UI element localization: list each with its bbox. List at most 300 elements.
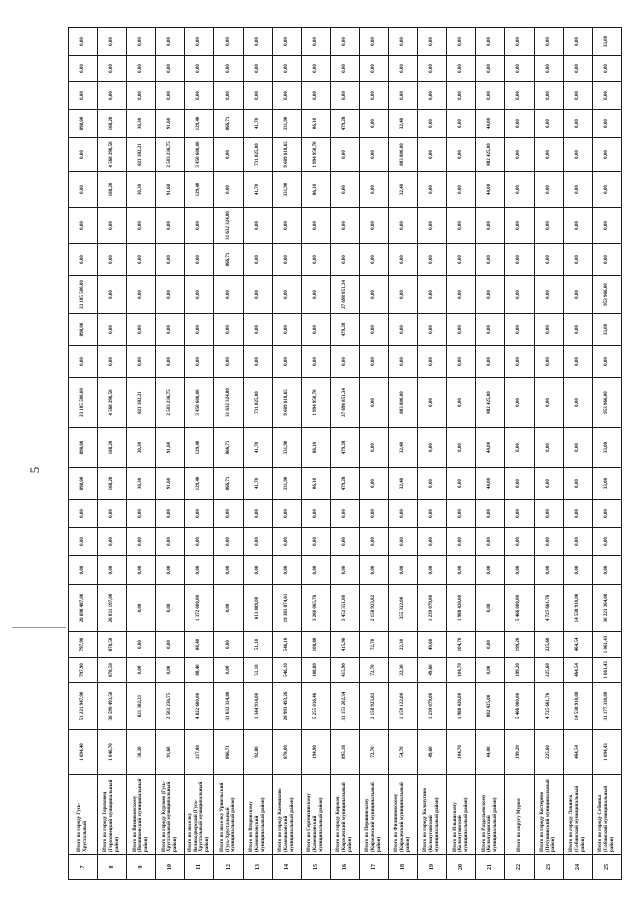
table-cell: 0,00 [447, 28, 476, 56]
table-cell: 0,00 [505, 172, 534, 208]
row-name: Итого по городу Гусь-Хрустальный [69, 775, 98, 855]
row-name: Итого по Ильинскому (Кольчугинский муниципальный район) [447, 775, 476, 855]
table-cell: 797,90 [69, 658, 98, 683]
table-cell: 0,00 [359, 556, 388, 585]
table-cell: 51,10 [243, 632, 272, 658]
table-cell: 866,71 [214, 730, 243, 775]
row-name: Итого по округу Муром [505, 775, 534, 855]
table-cell: 0,00 [69, 208, 98, 244]
table-row [476, 28, 505, 880]
table-cell: 33,00 [592, 314, 621, 346]
table-cell: 0,00 [505, 82, 534, 110]
table-cell: 51 221 947,90 [69, 683, 98, 730]
table-cell: 0,00 [98, 528, 127, 556]
table-cell: 0,00 [272, 314, 301, 346]
table-cell: 866,71 [214, 468, 243, 500]
table-cell: 72,70 [359, 632, 388, 658]
table-cell: 0,00 [447, 378, 476, 428]
table-cell: 0,00 [127, 244, 156, 276]
table-cell: 41,70 [243, 172, 272, 208]
table-cell: 0,00 [359, 468, 388, 500]
table-cell: 0,00 [447, 346, 476, 378]
table-cell: 0,00 [476, 585, 505, 632]
table-cell: 0,00 [476, 632, 505, 658]
table-cell: 0,00 [389, 556, 418, 585]
table-cell: 1 994 950,70 [301, 138, 330, 172]
table-cell: 49,60 [418, 730, 447, 775]
table-cell: 0,00 [359, 138, 388, 172]
table-cell: 0,00 [505, 556, 534, 585]
table-cell: 0,00 [69, 500, 98, 528]
table-cell: 1 061,43 [592, 658, 621, 683]
table-cell: 0,00 [418, 428, 447, 468]
data-table [68, 27, 622, 880]
table-cell: 0,00 [418, 314, 447, 346]
table-cell: 27 698 851,34 [330, 378, 359, 428]
table-cell: 0,00 [476, 528, 505, 556]
table-cell: 0,00 [505, 428, 534, 468]
table-cell: 0,00 [389, 528, 418, 556]
table-cell: 0,00 [389, 276, 418, 314]
table-cell: 0,00 [330, 28, 359, 56]
table-cell: 108,80 [301, 632, 330, 658]
table-cell: 0,00 [592, 138, 621, 172]
table-cell: 0,00 [214, 658, 243, 683]
table-cell: 0,00 [534, 500, 563, 528]
table-cell: 0,00 [359, 28, 388, 56]
table-cell: 731 825,00 [243, 378, 272, 428]
table-cell: 0,00 [359, 172, 388, 208]
row-number: 20 [447, 855, 476, 880]
table-cell: 33,00 [592, 428, 621, 468]
table-cell: 4 568 296,50 [98, 378, 127, 428]
page-number: 5 [27, 466, 42, 474]
table-cell: 0,00 [127, 632, 156, 658]
table-cell: 1 239 079,00 [418, 585, 447, 632]
table-cell: 225,60 [534, 632, 563, 658]
table-row [301, 28, 330, 880]
table-cell: 0,00 [505, 276, 534, 314]
table-row [330, 28, 359, 880]
table-cell: 0,00 [389, 82, 418, 110]
table-cell: 104,70 [447, 730, 476, 775]
row-name: Итого по городу Собинка (Собинский муниципальный район) [592, 775, 621, 855]
table-cell: 0,00 [98, 500, 127, 528]
table-cell: 72,70 [359, 730, 388, 775]
table-row [563, 28, 592, 880]
table-cell: 22,30 [389, 658, 418, 683]
table-cell: 898,00 [69, 468, 98, 500]
table-cell: 0,00 [156, 346, 185, 378]
table-cell: 0,00 [505, 208, 534, 244]
table-cell: 0,00 [447, 314, 476, 346]
table-cell: 5 255 016,46 [301, 683, 330, 730]
table-row [505, 28, 534, 880]
table-cell: 44,00 [476, 730, 505, 775]
table-cell: 479,28 [330, 110, 359, 138]
table-cell: 44,00 [476, 110, 505, 138]
table-cell: 0,00 [243, 346, 272, 378]
table-cell: 41,70 [243, 428, 272, 468]
table-row [534, 28, 563, 880]
table-cell: 0,00 [418, 82, 447, 110]
table-cell: 129,40 [185, 468, 214, 500]
table-cell: 0,00 [389, 244, 418, 276]
table-cell: 5 466 000,00 [505, 683, 534, 730]
table-cell: 0,00 [418, 138, 447, 172]
table-cell: 5 466 000,00 [505, 585, 534, 632]
table-cell: 0,00 [185, 314, 214, 346]
table-cell: 41,70 [243, 468, 272, 500]
table-cell: 32,40 [389, 428, 418, 468]
table-cell: 30,30 [127, 172, 156, 208]
table-cell: 0,00 [534, 110, 563, 138]
table-cell: 104,70 [447, 632, 476, 658]
table-row [127, 28, 156, 880]
row-number: 15 [301, 855, 330, 880]
table-cell: 898,00 [69, 428, 98, 468]
row-number: 7 [69, 855, 98, 880]
row-name: Итого по Филипповскому (Киржачский муниципальный район) [389, 775, 418, 855]
table-cell: 0,00 [272, 208, 301, 244]
table-cell: 0,00 [98, 314, 127, 346]
table-cell: 878,50 [98, 658, 127, 683]
table-cell: 0,00 [127, 314, 156, 346]
table-cell: 2 158 923,82 [359, 585, 388, 632]
table-cell: 0,00 [447, 556, 476, 585]
table-cell: 0,00 [330, 138, 359, 172]
table-cell: 0,00 [563, 346, 592, 378]
table-cell: 866,71 [214, 110, 243, 138]
table-cell: 0,00 [185, 276, 214, 314]
table-cell: 0,00 [98, 276, 127, 314]
table-cell: 30,30 [127, 468, 156, 500]
table-cell: 0,00 [359, 528, 388, 556]
table-cell: 86,10 [301, 110, 330, 138]
table-cell: 0,00 [156, 632, 185, 658]
table-cell: 0,00 [214, 314, 243, 346]
table-cell: 0,00 [156, 56, 185, 82]
table-cell: 0,00 [156, 82, 185, 110]
table-cell: 479,28 [330, 468, 359, 500]
table-cell: 613 089,00 [243, 585, 272, 632]
table-row [185, 28, 214, 880]
table-cell: 0,00 [592, 528, 621, 556]
table-cell: 0,00 [563, 244, 592, 276]
table-cell: 33,00 [592, 28, 621, 56]
table-cell: 0,00 [243, 208, 272, 244]
table-cell: 31 632 324,80 [214, 208, 243, 244]
table-cell: 0,00 [330, 208, 359, 244]
table-cell: 23 185 500,00 [69, 378, 98, 428]
row-number: 24 [563, 855, 592, 880]
table-cell: 0,00 [69, 28, 98, 56]
table-cell: 953 966,00 [592, 378, 621, 428]
table-cell: 0,00 [505, 56, 534, 82]
table-cell: 86,10 [301, 468, 330, 500]
table-cell: 0,00 [98, 28, 127, 56]
table-cell: 0,00 [301, 500, 330, 528]
table-cell: 199,20 [505, 658, 534, 683]
table-cell: 0,00 [98, 208, 127, 244]
table-cell: 0,00 [505, 468, 534, 500]
table-cell: 2 503 236,75 [156, 683, 185, 730]
table-cell: 0,00 [534, 528, 563, 556]
row-number: 17 [359, 855, 388, 880]
table-cell: 0,00 [69, 82, 98, 110]
table-cell: 0,00 [476, 276, 505, 314]
row-number: 18 [389, 855, 418, 880]
table-cell: 0,00 [272, 244, 301, 276]
table-cell: 0,00 [156, 314, 185, 346]
table-row [359, 28, 388, 880]
table-cell: 1 694,40 [69, 730, 98, 775]
row-number: 19 [418, 855, 447, 880]
table-row [418, 28, 447, 880]
table-cell: 797,90 [69, 632, 98, 658]
table-cell: 0,00 [505, 244, 534, 276]
table-cell: 0,00 [592, 172, 621, 208]
table-cell: 0,00 [69, 172, 98, 208]
table-cell: 0,00 [156, 276, 185, 314]
table-cell: 0,00 [185, 556, 214, 585]
table-cell: 878,00 [272, 730, 301, 775]
table-cell: 91,60 [156, 730, 185, 775]
table-cell: 0,00 [330, 172, 359, 208]
table-cell: 0,00 [272, 556, 301, 585]
table-cell: 0,00 [476, 56, 505, 82]
table-cell: 953 966,00 [592, 276, 621, 314]
table-cell: 0,00 [301, 346, 330, 378]
table-cell: 415,90 [330, 658, 359, 683]
table-cell: 0,00 [447, 468, 476, 500]
table-cell: 91,60 [156, 468, 185, 500]
table-cell: 0,00 [563, 56, 592, 82]
table-cell: 0,00 [389, 314, 418, 346]
table-cell: 0,00 [301, 314, 330, 346]
table-cell: 0,00 [418, 378, 447, 428]
row-name: Итого по городу Курлово (Гусь-Хрустальный муниципальный район) [156, 775, 185, 855]
table-cell: 0,00 [534, 138, 563, 172]
table-cell: 0,00 [69, 528, 98, 556]
table-cell: 0,00 [592, 208, 621, 244]
table-cell: 0,00 [185, 500, 214, 528]
table-cell: 1 061,43 [592, 632, 621, 658]
table-cell: 0,00 [359, 314, 388, 346]
table-cell: 0,00 [272, 56, 301, 82]
table-cell: 0,00 [359, 56, 388, 82]
table-cell: 0,00 [563, 528, 592, 556]
table-cell: 225,60 [534, 658, 563, 683]
table-row [447, 28, 476, 880]
table-cell: 0,00 [185, 528, 214, 556]
table-cell: 86,10 [301, 428, 330, 468]
table-cell: 0,00 [214, 28, 243, 56]
table-cell: 0,00 [389, 208, 418, 244]
table-cell: 0,00 [592, 244, 621, 276]
table-cell: 0,00 [563, 138, 592, 172]
table-cell: 0,00 [534, 276, 563, 314]
table-cell: 0,00 [359, 378, 388, 428]
row-number: 8 [98, 855, 127, 880]
table-cell: 0,00 [534, 314, 563, 346]
table-cell: 0,00 [243, 56, 272, 82]
table-row [69, 28, 98, 880]
table-cell: 0,00 [505, 138, 534, 172]
row-number: 23 [534, 855, 563, 880]
row-name: Итого по городу Киржач (Киржачский муниципальный район) [330, 775, 359, 855]
table-cell: 32,40 [389, 172, 418, 208]
table-cell: 4 725 661,76 [534, 683, 563, 730]
table-cell: 0,00 [272, 500, 301, 528]
table-cell: 0,00 [359, 346, 388, 378]
table-cell: 0,00 [272, 528, 301, 556]
table-cell: 104,70 [447, 658, 476, 683]
table-cell: 0,00 [534, 468, 563, 500]
table-cell: 0,00 [127, 528, 156, 556]
table-cell: 30 599 493,50 [98, 683, 127, 730]
table-cell: 0,00 [359, 428, 388, 468]
table-cell: 32,40 [389, 110, 418, 138]
table-cell: 27 698 851,34 [330, 276, 359, 314]
table-cell: 0,00 [476, 556, 505, 585]
table-cell: 0,00 [418, 468, 447, 500]
table-cell: 91,60 [156, 110, 185, 138]
table-cell: 0,00 [301, 208, 330, 244]
table-cell: 0,00 [185, 56, 214, 82]
row-number: 21 [476, 855, 505, 880]
table-cell: 898,00 [69, 110, 98, 138]
table-cell: 0,00 [243, 276, 272, 314]
table-cell: 0,00 [127, 276, 156, 314]
table-cell: 0,00 [359, 276, 388, 314]
table-cell: 0,00 [418, 28, 447, 56]
table-cell: 0,00 [301, 28, 330, 56]
table-cell: 199,20 [505, 730, 534, 775]
table-cell: 225,60 [534, 730, 563, 775]
table-cell: 0,00 [476, 82, 505, 110]
table-cell: 0,00 [185, 28, 214, 56]
table-cell: 9 609 618,65 [272, 138, 301, 172]
row-number: 16 [330, 855, 359, 880]
table-cell: 0,00 [243, 244, 272, 276]
row-number: 22 [505, 855, 534, 880]
table-cell: 0,00 [505, 528, 534, 556]
table-cell: 30,30 [127, 730, 156, 775]
table-cell: 0,00 [214, 556, 243, 585]
table-cell: 0,00 [592, 500, 621, 528]
table-cell: 0,00 [243, 500, 272, 528]
table-cell: 355 322,00 [389, 585, 418, 632]
table-cell: 129,40 [185, 110, 214, 138]
table-cell: 4 568 296,50 [98, 138, 127, 172]
row-name: Итого по Раздольевскому (Кольчугинский муниципальный район) [476, 775, 505, 855]
table-cell: 0,00 [243, 528, 272, 556]
row-name: Итого по Першинскому (Киржачский муниципальный район) [359, 775, 388, 855]
table-cell: 0,00 [185, 208, 214, 244]
table-cell: 0,00 [476, 500, 505, 528]
row-number: 25 [592, 855, 621, 880]
table-cell: 821 382,21 [127, 683, 156, 730]
table-cell: 0,00 [563, 500, 592, 528]
table-cell: 0,00 [476, 314, 505, 346]
table-cell: 0,00 [127, 585, 156, 632]
table-cell: 0,00 [418, 528, 447, 556]
table-cell: 0,00 [214, 585, 243, 632]
table-cell: 0,00 [418, 172, 447, 208]
table-cell: 0,00 [359, 208, 388, 244]
table-row [592, 28, 621, 880]
table-cell: 0,00 [563, 172, 592, 208]
table-cell: 199,20 [505, 632, 534, 658]
table-cell: 0,00 [214, 82, 243, 110]
table-cell: 0,00 [214, 346, 243, 378]
table-cell: 0,00 [505, 346, 534, 378]
table-cell: 0,00 [243, 314, 272, 346]
table-cell: 0,00 [127, 28, 156, 56]
table-cell: 1 372 000,00 [185, 585, 214, 632]
table-cell: 0,00 [447, 56, 476, 82]
table-cell: 0,00 [476, 346, 505, 378]
row-name: Итого по городу Лакинск (Собинский муниципальный район) [563, 775, 592, 855]
table-cell: 0,00 [534, 244, 563, 276]
table-cell: 479,28 [330, 314, 359, 346]
table-cell: 0,00 [185, 346, 214, 378]
table-cell: 0,00 [447, 82, 476, 110]
table-cell: 0,00 [214, 56, 243, 82]
table-cell: 30 223 364,00 [592, 585, 621, 632]
table-cell: 0,00 [156, 244, 185, 276]
table-cell: 878,50 [98, 632, 127, 658]
table-cell: 0,00 [98, 56, 127, 82]
table-cell: 129,40 [185, 428, 214, 468]
table-cell: 31 151 202,34 [330, 683, 359, 730]
table-cell: 0,00 [156, 585, 185, 632]
table-cell: 0,00 [563, 276, 592, 314]
table-cell: 31 632 324,80 [214, 378, 243, 428]
table-cell: 0,00 [534, 28, 563, 56]
table-cell: 331,90 [272, 468, 301, 500]
table-cell: 0,00 [447, 244, 476, 276]
row-name: Итого по поселку Уршельский (Гусь-Хрустальный муниципальный район) [214, 775, 243, 855]
table-cell: 0,00 [534, 556, 563, 585]
table-cell: 0,00 [505, 378, 534, 428]
table-cell: 88,40 [185, 632, 214, 658]
table-cell: 92,80 [243, 730, 272, 775]
table-cell: 0,00 [359, 244, 388, 276]
table-cell: 0,00 [447, 138, 476, 172]
table-cell: 0,00 [418, 276, 447, 314]
table-cell: 0,00 [563, 110, 592, 138]
table-cell: 0,00 [127, 658, 156, 683]
table-cell: 0,00 [301, 244, 330, 276]
table-cell: 3 452 351,00 [330, 585, 359, 632]
table-cell: 1 239 079,00 [418, 683, 447, 730]
table-cell: 0,00 [98, 244, 127, 276]
table-cell: 0,00 [447, 208, 476, 244]
table-cell: 0,00 [389, 500, 418, 528]
table-cell: 0,00 [505, 110, 534, 138]
data-table-sheet [68, 28, 622, 880]
table-cell: 0,00 [69, 138, 98, 172]
table-cell: 331,90 [272, 172, 301, 208]
table-cell: 28 993 493,26 [272, 683, 301, 730]
table-row [98, 28, 127, 880]
table-cell: 331,90 [272, 110, 301, 138]
table-cell: 0,00 [505, 500, 534, 528]
table-cell: 1 344 914,00 [243, 683, 272, 730]
table-cell: 0,00 [534, 56, 563, 82]
